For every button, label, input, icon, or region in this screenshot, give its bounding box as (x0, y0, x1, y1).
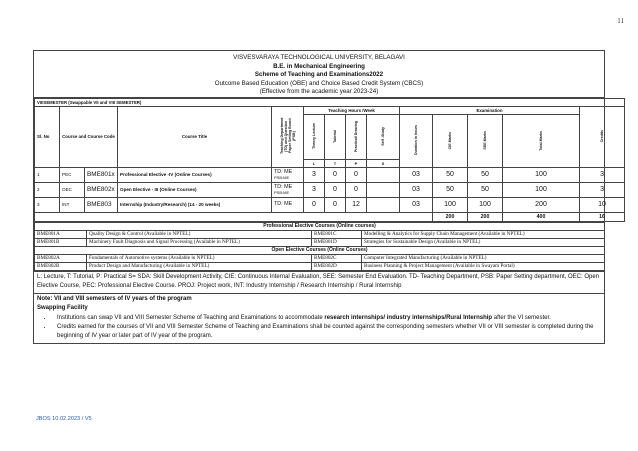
elective-code: BME802B (35, 262, 87, 270)
elective-code: BME801A (35, 230, 87, 238)
col-p: P (346, 159, 367, 167)
table-row (35, 182, 625, 197)
table-row (35, 230, 605, 238)
course-credits: 3 (580, 182, 625, 197)
course-l: 0 (304, 197, 325, 212)
table-row (35, 254, 605, 262)
course-t: 0 (325, 197, 346, 212)
table-row (35, 262, 605, 270)
col-course-title: Course Title (118, 106, 272, 167)
course-td-psb: TD: ME PSB:ME (272, 167, 304, 182)
total-marks: 400 (503, 212, 580, 221)
semester-note (34, 293, 604, 343)
course-cie: 50 (433, 167, 468, 182)
elective-code: BME801C (312, 230, 362, 238)
course-p: 0 (346, 167, 367, 182)
course-sl: 2 (35, 182, 60, 197)
course-td-psb: TD: ME (272, 197, 304, 212)
semester-label: VIIISEMESTER (Swappable VII and VIII SEMESTER) (35, 98, 625, 106)
elective-name: Computer Integrated Manufacturing (Available in NPTEL) (362, 254, 605, 262)
elective-code: BME802A (35, 254, 87, 262)
course-s (367, 197, 400, 212)
elective-name: Business Planning & Project Management (Available in Swayam Portal) (362, 262, 605, 270)
total-see: 200 (468, 212, 503, 221)
pe-heading: Professional Elective Courses (Online courses) (35, 222, 605, 230)
oe-heading: Open Elective Courses (Online Courses) (35, 246, 605, 254)
scheme-table (34, 98, 625, 222)
course-type: INT (60, 197, 85, 212)
course-duration: 03 (400, 182, 433, 197)
col-teaching-dept: Teaching Department (TD) and Question Paper Setting Board (PSB) (272, 106, 304, 167)
course-code: BME801x (85, 167, 118, 182)
elective-code: BME801D (312, 238, 362, 246)
swapping-title: Swapping Facility (37, 305, 88, 312)
elective-code: BME802D (312, 262, 362, 270)
legend-text: L: Lecture, T: Tutorial, P: Practical S= SDA: Skill Development Activity, CIE: Continuous Internal Evaluation, SEE: Semester End Evaluation. TD- Teaching Department, PSB: Paper Setting department, OEC: Open Elective Course, PEC: Professional Elective Course. PROJ: Project work, INT: Industry Internship / Research Internship / Rural Internship (34, 271, 604, 293)
course-cie: 50 (433, 182, 468, 197)
col-s: S (367, 159, 400, 167)
col-duration: Duration in hours (400, 114, 433, 167)
course-sl: 3 (35, 197, 60, 212)
page-number: 11 (617, 17, 624, 25)
course-sl: 1 (35, 167, 60, 182)
elective-name: Machinery Fault Diagnosis and Signal Processing (Available in NPTEL) (87, 238, 312, 246)
col-credits: Credits (580, 106, 625, 167)
totals-row (35, 212, 625, 221)
obe-line: Outcome Based Education (OBE) and Choice Based Credit System (CBCS) (214, 79, 424, 87)
degree-title: B.E. in Mechanical Engineering (273, 62, 365, 70)
course-duration: 03 (400, 167, 433, 182)
total-cie: 200 (433, 212, 468, 221)
col-examination: Examination (400, 106, 580, 114)
col-course-code: Course and Course Code (60, 106, 118, 167)
course-p: 0 (346, 182, 367, 197)
col-l: L (304, 159, 325, 167)
scheme-title: Scheme of Teaching and Examinations2022 (254, 71, 384, 79)
col-teaching-hours: Teaching Hours /Week (304, 106, 400, 114)
course-s (367, 167, 400, 182)
course-t: 0 (325, 167, 346, 182)
university-name: VISVESVARAYA TECHNOLOGICAL UNIVERSITY, BELAGAVI (233, 54, 405, 61)
course-t: 0 (325, 182, 346, 197)
elective-code: BME801B (35, 238, 87, 246)
col-see: SEE Marks (468, 114, 503, 167)
course-code: BME802x (85, 182, 118, 197)
course-l: 3 (304, 167, 325, 182)
list-item: • Institutions can swap VII and VIII Semester Scheme of Teaching and Examinations to accommodate research internships/ industry internships/Rural Internship after the VI semester. (53, 314, 601, 323)
course-p: 12 (346, 197, 367, 212)
elective-name: Strategies for Sustainable Design (Available in NPTEL) (362, 238, 605, 246)
table-row (35, 197, 625, 212)
col-self-study: Self -Study (367, 114, 400, 159)
elective-code: BME802C (312, 254, 362, 262)
elective-name: Modelling & Analytics for Supply Chain Management (Available in NPTEL) (362, 230, 605, 238)
elective-name: Product Design and Manufacturing (Available in NPTEL) (87, 262, 312, 270)
course-see: 100 (468, 197, 503, 212)
course-total: 100 (503, 182, 580, 197)
col-t: T (325, 159, 346, 167)
course-td-psb: TD: ME PSB:ME (272, 182, 304, 197)
col-tutorial: Tutorial (325, 114, 346, 159)
course-total: 200 (503, 197, 580, 212)
course-see: 50 (468, 167, 503, 182)
elective-table (34, 222, 605, 271)
col-practical: Practical/ Drawing (346, 114, 367, 159)
elective-name: Quality Design & Control (Available in NPTEL) (87, 230, 312, 238)
note-text: Note: VII and VIII semesters of IV years of the program (37, 295, 192, 302)
course-title: Internship (Industry/Research) (14 - 20 weeks) (118, 197, 272, 212)
col-sl-no: Sl. No (35, 106, 60, 167)
elective-name: Fundamentals of Automotive systems (Available in NPTEL) (87, 254, 312, 262)
course-cie: 100 (433, 197, 468, 212)
course-s (367, 182, 400, 197)
table-row (35, 238, 605, 246)
course-type: PEC (60, 167, 85, 182)
course-credits: 3 (580, 167, 625, 182)
list-item: • Credits earned for the courses of VII and VIII Semester Scheme of Teaching and Examinations shall be counted against the corresponding semesters whether VII or VIII semester is completed during the beginning of IV year or later part of IV year of the program. (53, 323, 601, 342)
course-code: BME803 (85, 197, 118, 212)
swap-list (37, 314, 601, 342)
effective-line: (Effective from the academic year 2023-24) (259, 88, 379, 96)
course-credits: 10 (580, 197, 625, 212)
totals-spacer (35, 212, 433, 221)
course-title: Open Elective - III (Online Courses) (118, 182, 272, 197)
course-type: OEC (60, 182, 85, 197)
table-row (35, 167, 625, 182)
col-cie: CIE Marks (433, 114, 468, 167)
course-see: 50 (468, 182, 503, 197)
col-theory: Theory Lecture (304, 114, 325, 159)
course-duration: 03 (400, 197, 433, 212)
scheme-document (33, 50, 605, 344)
course-title: Professional Elective -IV (Online Courses) (118, 167, 272, 182)
total-credits: 16 (580, 212, 625, 221)
course-l: 3 (304, 182, 325, 197)
footer-version: JBOS 10.02.2023 / V5 (36, 416, 92, 422)
document-header (34, 51, 604, 98)
course-total: 100 (503, 167, 580, 182)
col-total: Total Marks (503, 114, 580, 167)
